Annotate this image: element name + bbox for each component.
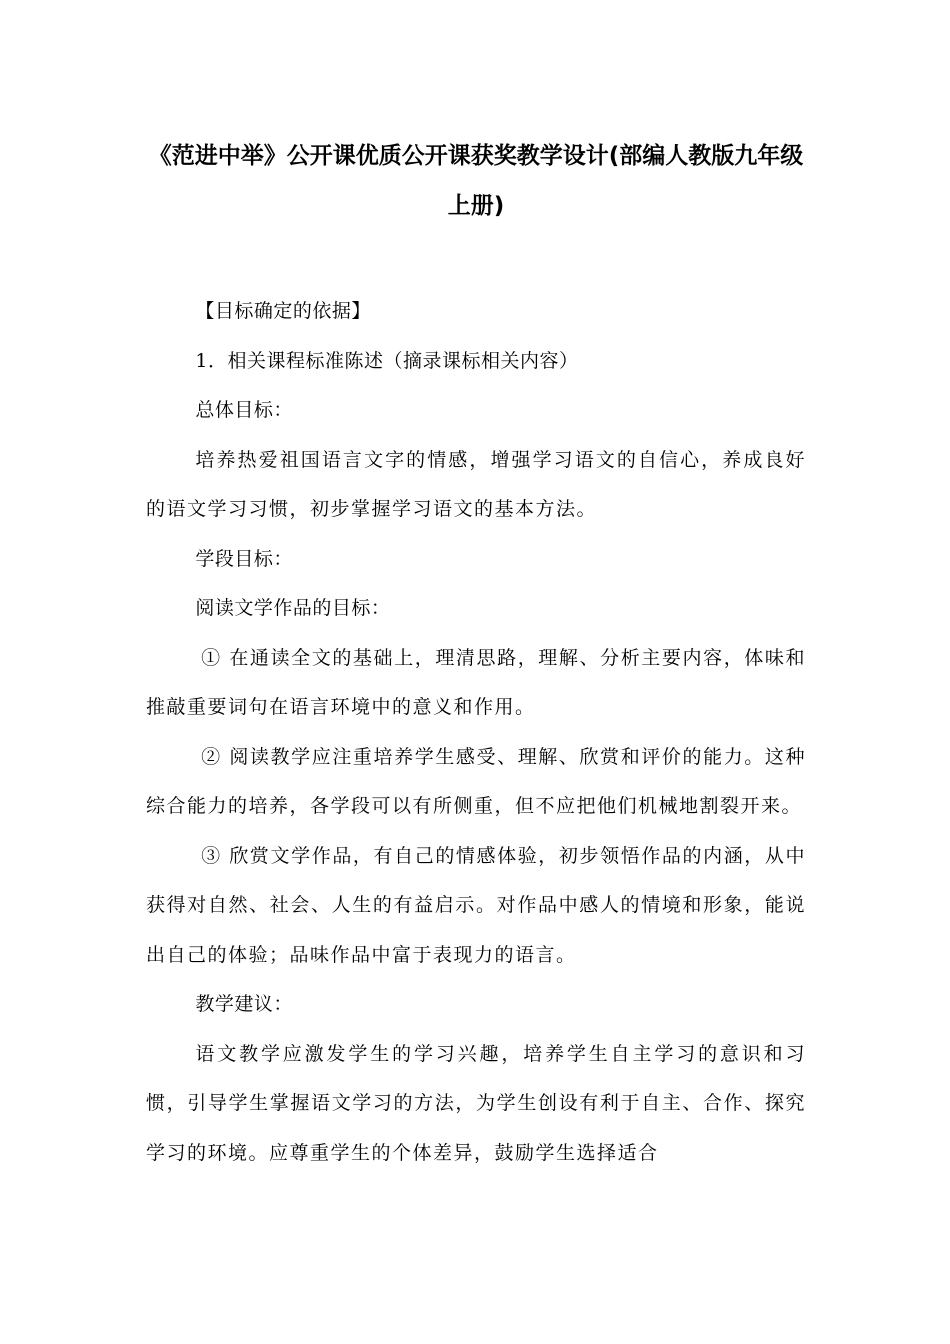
- paragraph-overall-goal: 培养热爱祖国语言文字的情感，增强学习语文的自信心，养成良好的语文学习习惯，初步掌握学习语文的基本方法。: [146, 448, 806, 520]
- label-overall-goal: 总体目标：: [195, 399, 293, 421]
- paragraph-teaching-advice: 语文教学应激发学生的学习兴趣，培养学生自主学习的意识和习惯，引导学生掌握语文学习的方法，为学生创设有利于自主、合作、探究学习的环境。应尊重学生的个体差异，鼓励学生选择适合: [146, 1042, 806, 1164]
- document-body: [146, 287, 806, 1178]
- section-heading-basis: 【目标确定的依据】: [195, 300, 371, 322]
- label-reading-goal: 阅读文学作品的目标：: [195, 597, 391, 619]
- list-item-2: ② 阅读教学应注重培养学生感受、理解、欣赏和评价的能力。这种综合能力的培养，各学段可以有所侧重，但不应把他们机械地割裂开来。: [146, 745, 806, 817]
- document-title: 《范进中举》公开课优质公开课获奖教学设计(部编人教版九年级上册): [148, 143, 804, 219]
- subsection-heading-standards: 1．相关课程标准陈述（摘录课标相关内容）: [195, 349, 579, 372]
- list-item-3: ③ 欣赏文学作品，有自己的情感体验，初步领悟作品的内涵，从中获得对自然、社会、人生的有益启示。对作品中感人的情境和形象，能说出自己的体验；品味作品中富于表现力的语言。: [146, 844, 806, 966]
- list-item-1: ① 在通读全文的基础上，理清思路，理解、分析主要内容，体味和推敲重要词句在语言环境中的意义和作用。: [146, 646, 806, 718]
- label-stage-goal: 学段目标：: [195, 547, 293, 570]
- label-teaching-advice: 教学建议：: [195, 993, 293, 1015]
